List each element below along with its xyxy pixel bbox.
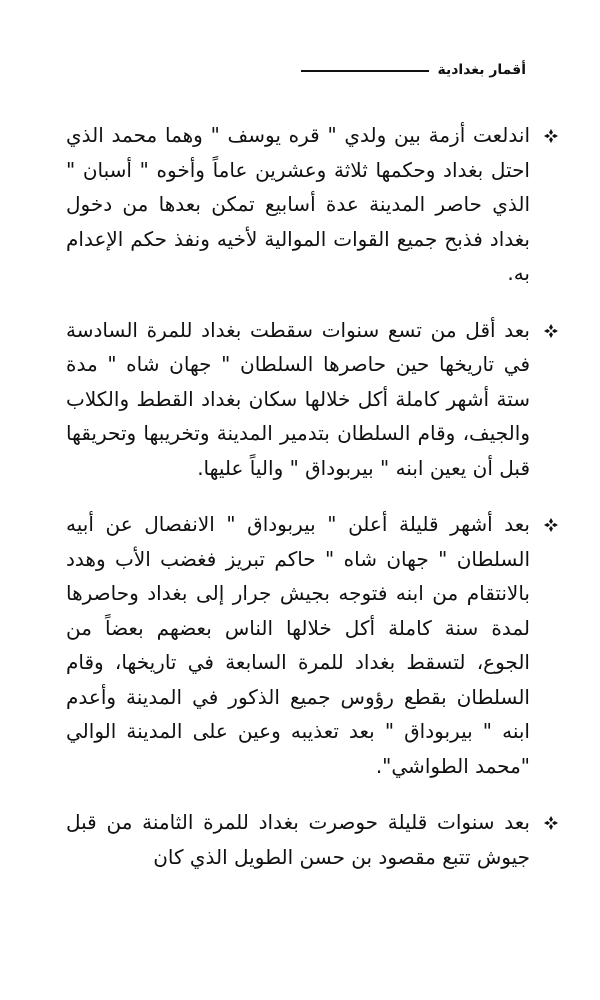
- list-item: [66, 507, 530, 783]
- paragraph-text: بعد أقل من تسع سنوات سقطت بغداد للمرة السادسة في تاريخها حين حاصرها السلطان " جهان شاه " مدة ستة أشهر كاملة أكل خلالها سكان بغداد القطط والكلاب والجيف، وقام السلطان بتدمير المدينة وتخريبها وتحريقها قبل أن يعين ابنه " بيربوداق " والياً عليها.: [66, 317, 530, 480]
- paragraph-text: بعد أشهر قليلة أعلن " بيربوداق " الانفصال عن أبيه السلطان " جهان شاه " حاكم تبريز فغضب الأب وهدد بالانتقام من ابنه فتوجه بجيش جرار إلى بغداد وحاصرها لمدة سنة كاملة أكل خلالها الناس بعضهم بعضاً من الجوع، لتسقط بغداد للمرة السابعة في تاريخها، وقام السلطان بقطع رؤوس جميع الذكور في المدينة وأعدم ابنه " بيربوداق " بعد تعذيبه وعين على المدينة الوالي "محمد الطواشي".: [66, 512, 530, 778]
- list-item: [66, 805, 530, 874]
- header-title: أقمار بغدادية: [437, 62, 526, 78]
- header-rule: [301, 70, 429, 72]
- diamond-cluster-icon: [544, 129, 558, 143]
- list-item: [66, 118, 530, 291]
- paragraph-text: اندلعت أزمة بين ولدي " قره يوسف " وهما محمد الذي احتل بغداد وحكمها ثلاثة وعشرين عاماً وأخوه " أسبان " الذي حاصر المدينة عدة أسابيع تمكن بعدها من دخول بغداد فذبح جميع القوات الموالية لأخيه ونفذ حكم الإعدام به.: [66, 123, 530, 285]
- list-item: [66, 313, 530, 486]
- diamond-cluster-icon: [544, 816, 558, 830]
- diamond-cluster-icon: [544, 324, 558, 338]
- page-body: [66, 118, 530, 896]
- running-header: [301, 62, 526, 78]
- paragraph-text: بعد سنوات قليلة حوصرت بغداد للمرة الثامنة من قبل جيوش تتبع مقصود بن حسن الطويل الذي كان: [66, 810, 530, 869]
- diamond-cluster-icon: [544, 518, 558, 532]
